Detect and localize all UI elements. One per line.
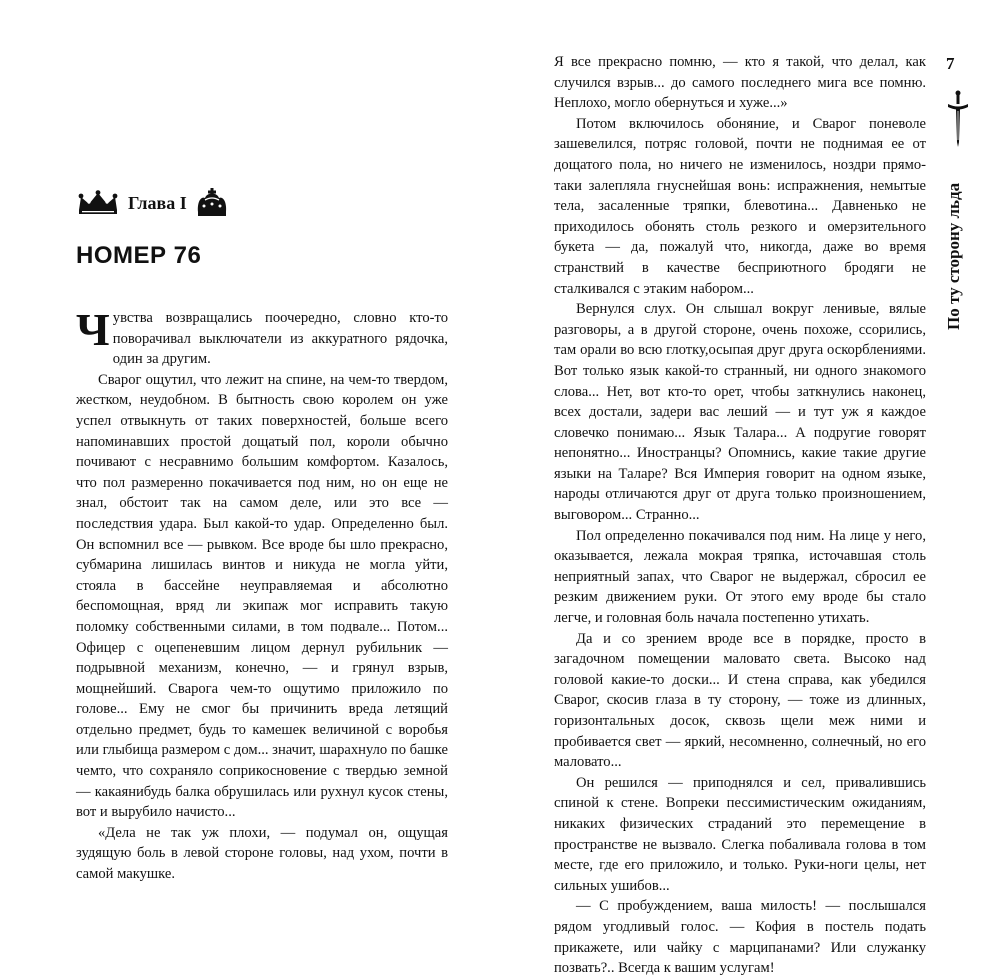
paragraph: — С пробуждением, ваша милость! — послышался рядом угодливый голос. — Кофия в постель подать прикажете, или чайку с марципанами? Или служанку позвать?.. Всегда к вашим услугам!	[554, 898, 926, 977]
crown-icon-right	[195, 188, 229, 218]
drop-cap: Ч	[76, 304, 110, 355]
page-number: 7	[946, 54, 955, 73]
paragraph: Я все прекрасно помню, — кто я такой, что делал, как случился взрыв... до самого последнего мига все помню. Неплохо, могло обернуться и хуже...»	[554, 54, 926, 112]
right-page	[500, 0, 1000, 977]
crown-icon-left	[76, 190, 120, 216]
paragraph: Пол определенно покачивался под ним. На лице у него, оказывается, лежала мокрая тряпка, источавшая столь неприятный запах, что Сварог не выдержал, сбросил ее резким движением руки. От этого ему вроде бы стало легче, и головная боль начала постепенно утихать.	[554, 527, 926, 627]
right-body-text	[554, 52, 926, 979]
left-body-text	[76, 304, 448, 885]
paragraph-text: увства возвращались поочередно, словно кто-то поворачивал выключатели из аккуратного рядочка, один за другим.	[112, 310, 448, 368]
chapter-title: НОМЕР 76	[76, 242, 202, 269]
chapter-heading	[76, 188, 229, 218]
paragraph: «Дела не так уж плохи, — подумал он, ощущая зудящую боль в левой стороне головы, над ухом, почти в самой макушке.	[76, 824, 448, 883]
paragraph: Потом включилось обоняние, и Сварог поневоле зашевелился, потряс головой, почти не поднимая ее от дощатого пола, но ничего не изменилось, ноздри прямо-таки залепляла гнуснейшая вонь: испражнения, немытые тела, засаленные тряпки, блевотина... Давненько не приходилось обонять столь резкого и омерзительного букета — да, пожалуй что, никогда, даже во время странствий в качестве бесприютного бродяги не сталкивался с этаким набором...	[554, 115, 926, 297]
paragraph: Вернулся слух. Он слышал вокруг ленивые, вялые разговоры, а в другой стороне, очень похоже, ссорились, там орали во всю глотку,осыпая друг друга оскорблениями. Вот только язык какой-то странный, ни одного знакомого слова... Нет, вот кто-то орет, чтобы заткнулись наконец, всех достали, задери вас леший — и тут уж я каждое словечко понимаю... Язык Талара... А подругие говорят непонятно... Иностранцы? Опомнись, какие такие другие языки на Таларе? Вся Империя говорит на одном языке, народы отличаются друг от друга только произношением, выговором... Странно...	[554, 301, 926, 524]
left-page	[0, 0, 500, 883]
running-title: По ту сторону льда	[944, 182, 963, 330]
paragraph: Сварог ощутил, что лежит на спине, на чем-то твердом, жестком, неудобном. В бытность свою королем он уже успел отвыкнуть от таких поверхностей, больше всего напоминавших простой дощатый пол, короли обычно почивают с несравнимо большим комфортом. Казалось, что пол размеренно покачивается под ним, но он еще не знал, обстоит так на самом деле, или это все — последствия удара. Был какой-то удар. Определенно был. Он вспомнил все — рывком. Все вроде бы шло прекрасно, субмарина лишилась винтов и никуда не могла уйти, стояла в бассейне неуправляемая и абсолютно беспомощная, вряд ли экипаж мог исправить такую поломку собственными силами, в том подвале... Потом... Офицер с оцепеневшим лицом дернул рубильник — подрывной механизм, конечно, — и грянул взрыв, мощнейший. Сварога чем-то ощутимо приложило по голове... Ему не смог бы причинить вреда летящий отдельно предмет, будь то камешек величиной с воробья или глыбища размером с дом... значит, шарахнуло по башке чемто, что сохраняло соприкосновение с твердью земной — какаянибудь балка обрушилась или рухнул кусок стены, вот и вырубило начисто...	[76, 371, 448, 821]
paragraph: Да и со зрением вроде все в порядке, просто в загадочном помещении маловато света. Высоко над головой какие-то доски... И стена справа, как убедился Сварог, скосив глаза в ту сторону, — тоже из длинных, горизонтальных досок, сквозь щели меж ними и пробивается свет — яркий, несомненно, солнечный, но его маловато...	[554, 630, 926, 771]
chapter-label: Глава I	[128, 192, 187, 213]
paragraph: Он решился — приподнялся и сел, привалившись спиной к стене. Вопреки пессимистическим ожиданиям, никаких физических страданий это перемещение в пространстве не вызвало. Слегка побаливала голова в том месте, где его приложило, и только. Руки-ноги целы, нет сильных ушибов...	[554, 774, 926, 894]
paragraph	[76, 304, 448, 370]
